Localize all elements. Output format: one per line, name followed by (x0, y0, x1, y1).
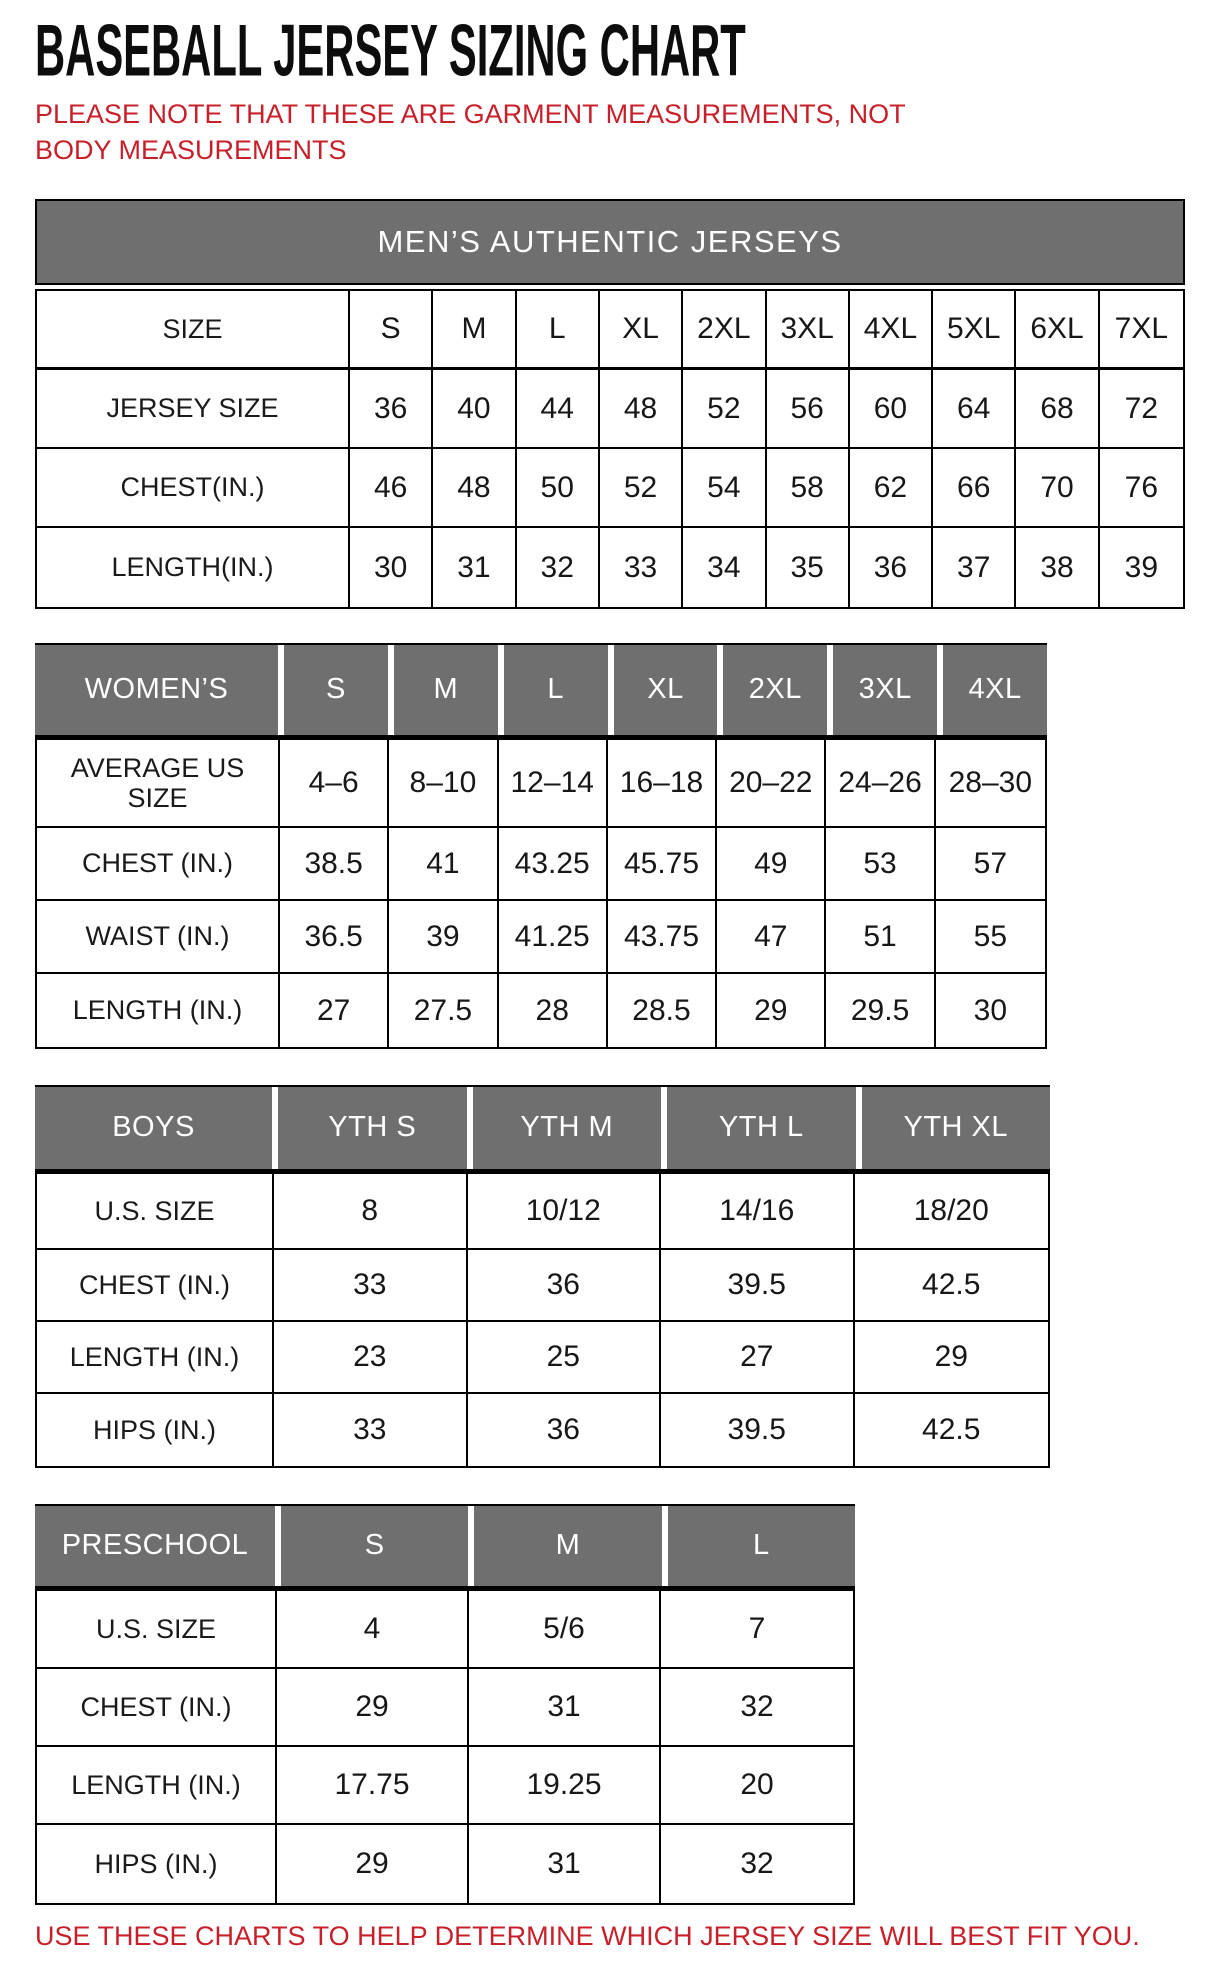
row-label-cell: SIZE (37, 291, 350, 367)
preschool-sizing-table (35, 1504, 855, 1905)
data-cell: 35 (767, 528, 850, 607)
mens-sizing-table (35, 199, 1185, 609)
data-cell: 27 (661, 1322, 855, 1392)
row-label-cell: WAIST (IN.) (37, 901, 280, 972)
column-header-cell: 5XL (933, 291, 1016, 367)
data-cell: 33 (600, 528, 683, 607)
table-row (37, 1322, 1048, 1394)
data-cell: 49 (717, 828, 826, 899)
banner-label-cell: PRESCHOOL (35, 1506, 275, 1586)
column-header-cell: L (517, 291, 600, 367)
data-cell: 29 (277, 1669, 469, 1745)
data-cell: 36 (468, 1250, 662, 1320)
column-header-cell: M (433, 291, 516, 367)
column-header-cell: XL (608, 645, 718, 735)
data-cell: 68 (1016, 370, 1099, 447)
column-header-cell: 4XL (850, 291, 933, 367)
row-label-cell: CHEST(IN.) (37, 449, 350, 526)
column-header-cell: 7XL (1100, 291, 1183, 367)
data-cell: 27 (280, 974, 389, 1047)
data-cell: 72 (1100, 370, 1183, 447)
data-cell: 32 (661, 1669, 853, 1745)
column-header-cell: M (388, 645, 498, 735)
data-cell: 8–10 (389, 740, 498, 826)
data-cell: 29 (855, 1322, 1049, 1392)
row-label-cell: U.S. SIZE (37, 1174, 274, 1248)
column-header-cell: 2XL (717, 645, 827, 735)
data-cell: 39.5 (661, 1250, 855, 1320)
data-cell: 39.5 (661, 1394, 855, 1466)
table-header-row (37, 291, 1183, 370)
data-cell: 31 (433, 528, 516, 607)
data-cell: 50 (517, 449, 600, 526)
data-cell: 60 (850, 370, 933, 447)
data-cell: 48 (433, 449, 516, 526)
data-cell: 57 (936, 828, 1045, 899)
preschool-table-body (35, 1586, 855, 1905)
data-cell: 47 (717, 901, 826, 972)
table-row (37, 1669, 853, 1747)
preschool-table-banner-row (35, 1504, 855, 1586)
row-label-cell: LENGTH (IN.) (37, 974, 280, 1047)
data-cell: 18/20 (855, 1174, 1049, 1248)
data-cell: 32 (661, 1825, 853, 1903)
data-cell: 64 (933, 370, 1016, 447)
mens-table-banner: MEN’S AUTHENTIC JERSEYS (35, 199, 1185, 285)
data-cell: 25 (468, 1322, 662, 1392)
data-cell: 5/6 (469, 1591, 661, 1667)
boys-table-body (35, 1169, 1050, 1468)
row-label-cell: AVERAGE US SIZE (37, 740, 280, 826)
table-row (37, 528, 1183, 607)
row-label-cell: JERSEY SIZE (37, 370, 350, 447)
data-cell: 32 (517, 528, 600, 607)
data-cell: 37 (933, 528, 1016, 607)
column-header-cell: S (350, 291, 433, 367)
data-cell: 29 (717, 974, 826, 1047)
data-cell: 46 (350, 449, 433, 526)
data-cell: 34 (683, 528, 766, 607)
mens-table-body (35, 289, 1185, 609)
data-cell: 24–26 (826, 740, 935, 826)
data-cell: 53 (826, 828, 935, 899)
table-row (37, 1394, 1048, 1466)
data-cell: 31 (469, 1669, 661, 1745)
boys-table-banner-row (35, 1085, 1050, 1169)
data-cell: 12–14 (499, 740, 608, 826)
banner-label-cell: BOYS (35, 1087, 272, 1169)
data-cell: 48 (600, 370, 683, 447)
data-cell: 43.25 (499, 828, 608, 899)
data-cell: 43.75 (608, 901, 717, 972)
data-cell: 42.5 (855, 1250, 1049, 1320)
data-cell: 4–6 (280, 740, 389, 826)
data-cell: 38 (1016, 528, 1099, 607)
data-cell: 58 (767, 449, 850, 526)
column-header-cell: 3XL (827, 645, 937, 735)
data-cell: 70 (1016, 449, 1099, 526)
data-cell: 36 (468, 1394, 662, 1466)
table-row (37, 370, 1183, 449)
fit-advice-note: USE THESE CHARTS TO HELP DETERMINE WHICH JERSEY SIZE WILL BEST FIT YOU. (35, 1920, 1140, 1951)
data-cell: 7 (661, 1591, 853, 1667)
data-cell: 16–18 (608, 740, 717, 826)
data-cell: 52 (683, 370, 766, 447)
data-cell: 52 (600, 449, 683, 526)
data-cell: 31 (469, 1825, 661, 1903)
womens-table-body (35, 735, 1047, 1049)
data-cell: 55 (936, 901, 1045, 972)
banner-label-cell: WOMEN’S (35, 645, 278, 735)
data-cell: 51 (826, 901, 935, 972)
table-row (37, 828, 1045, 901)
data-cell: 19.25 (469, 1747, 661, 1823)
column-header-cell: 3XL (767, 291, 850, 367)
column-header-cell: L (498, 645, 608, 735)
column-header-cell: YTH M (467, 1087, 662, 1169)
column-header-cell: S (278, 645, 388, 735)
row-label-cell: LENGTH(IN.) (37, 528, 350, 607)
data-cell: 14/16 (661, 1174, 855, 1248)
data-cell: 30 (350, 528, 433, 607)
womens-sizing-table (35, 643, 1047, 1049)
data-cell: 20–22 (717, 740, 826, 826)
data-cell: 17.75 (277, 1747, 469, 1823)
table-row (37, 1174, 1048, 1250)
column-header-cell: L (662, 1506, 855, 1586)
column-header-cell: 6XL (1016, 291, 1099, 367)
data-cell: 28–30 (936, 740, 1045, 826)
row-label-cell: LENGTH (IN.) (37, 1747, 277, 1823)
column-header-cell: M (468, 1506, 661, 1586)
womens-table-banner-row (35, 643, 1047, 735)
data-cell: 36.5 (280, 901, 389, 972)
page-title: BASEBALL JERSEY SIZING CHART (35, 10, 746, 93)
row-label-cell: CHEST (IN.) (37, 1669, 277, 1745)
data-cell: 56 (767, 370, 850, 447)
column-header-cell: YTH S (272, 1087, 467, 1169)
data-cell: 38.5 (280, 828, 389, 899)
row-label-cell: LENGTH (IN.) (37, 1322, 274, 1392)
data-cell: 29 (277, 1825, 469, 1903)
column-header-cell: 4XL (937, 645, 1047, 735)
data-cell: 10/12 (468, 1174, 662, 1248)
row-label-cell: HIPS (IN.) (37, 1825, 277, 1903)
data-cell: 28.5 (608, 974, 717, 1047)
row-label-cell: CHEST (IN.) (37, 1250, 274, 1320)
column-header-cell: YTH XL (856, 1087, 1051, 1169)
row-label-cell: U.S. SIZE (37, 1591, 277, 1667)
data-cell: 41 (389, 828, 498, 899)
data-cell: 28 (499, 974, 608, 1047)
data-cell: 27.5 (389, 974, 498, 1047)
table-row (37, 1747, 853, 1825)
column-header-cell: YTH L (661, 1087, 856, 1169)
column-header-cell: 2XL (683, 291, 766, 367)
data-cell: 44 (517, 370, 600, 447)
data-cell: 4 (277, 1591, 469, 1667)
data-cell: 76 (1100, 449, 1183, 526)
data-cell: 36 (350, 370, 433, 447)
table-row (37, 1250, 1048, 1322)
table-row (37, 974, 1045, 1047)
data-cell: 62 (850, 449, 933, 526)
table-row (37, 740, 1045, 828)
data-cell: 39 (389, 901, 498, 972)
table-row (37, 1591, 853, 1669)
column-header-cell: XL (600, 291, 683, 367)
data-cell: 42.5 (855, 1394, 1049, 1466)
data-cell: 39 (1100, 528, 1183, 607)
data-cell: 8 (274, 1174, 468, 1248)
data-cell: 29.5 (826, 974, 935, 1047)
table-row (37, 449, 1183, 528)
garment-measurement-note: PLEASE NOTE THAT THESE ARE GARMENT MEASUREMENTS, NOT BODY MEASUREMENTS (35, 99, 906, 166)
data-cell: 36 (850, 528, 933, 607)
data-cell: 66 (933, 449, 1016, 526)
row-label-cell: CHEST (IN.) (37, 828, 280, 899)
data-cell: 45.75 (608, 828, 717, 899)
table-row (37, 1825, 853, 1903)
data-cell: 33 (274, 1250, 468, 1320)
data-cell: 40 (433, 370, 516, 447)
table-row (37, 901, 1045, 974)
data-cell: 54 (683, 449, 766, 526)
column-header-cell: S (275, 1506, 468, 1586)
row-label-cell: HIPS (IN.) (37, 1394, 274, 1466)
data-cell: 23 (274, 1322, 468, 1392)
boys-sizing-table (35, 1085, 1050, 1468)
data-cell: 20 (661, 1747, 853, 1823)
data-cell: 41.25 (499, 901, 608, 972)
data-cell: 30 (936, 974, 1045, 1047)
data-cell: 33 (274, 1394, 468, 1466)
